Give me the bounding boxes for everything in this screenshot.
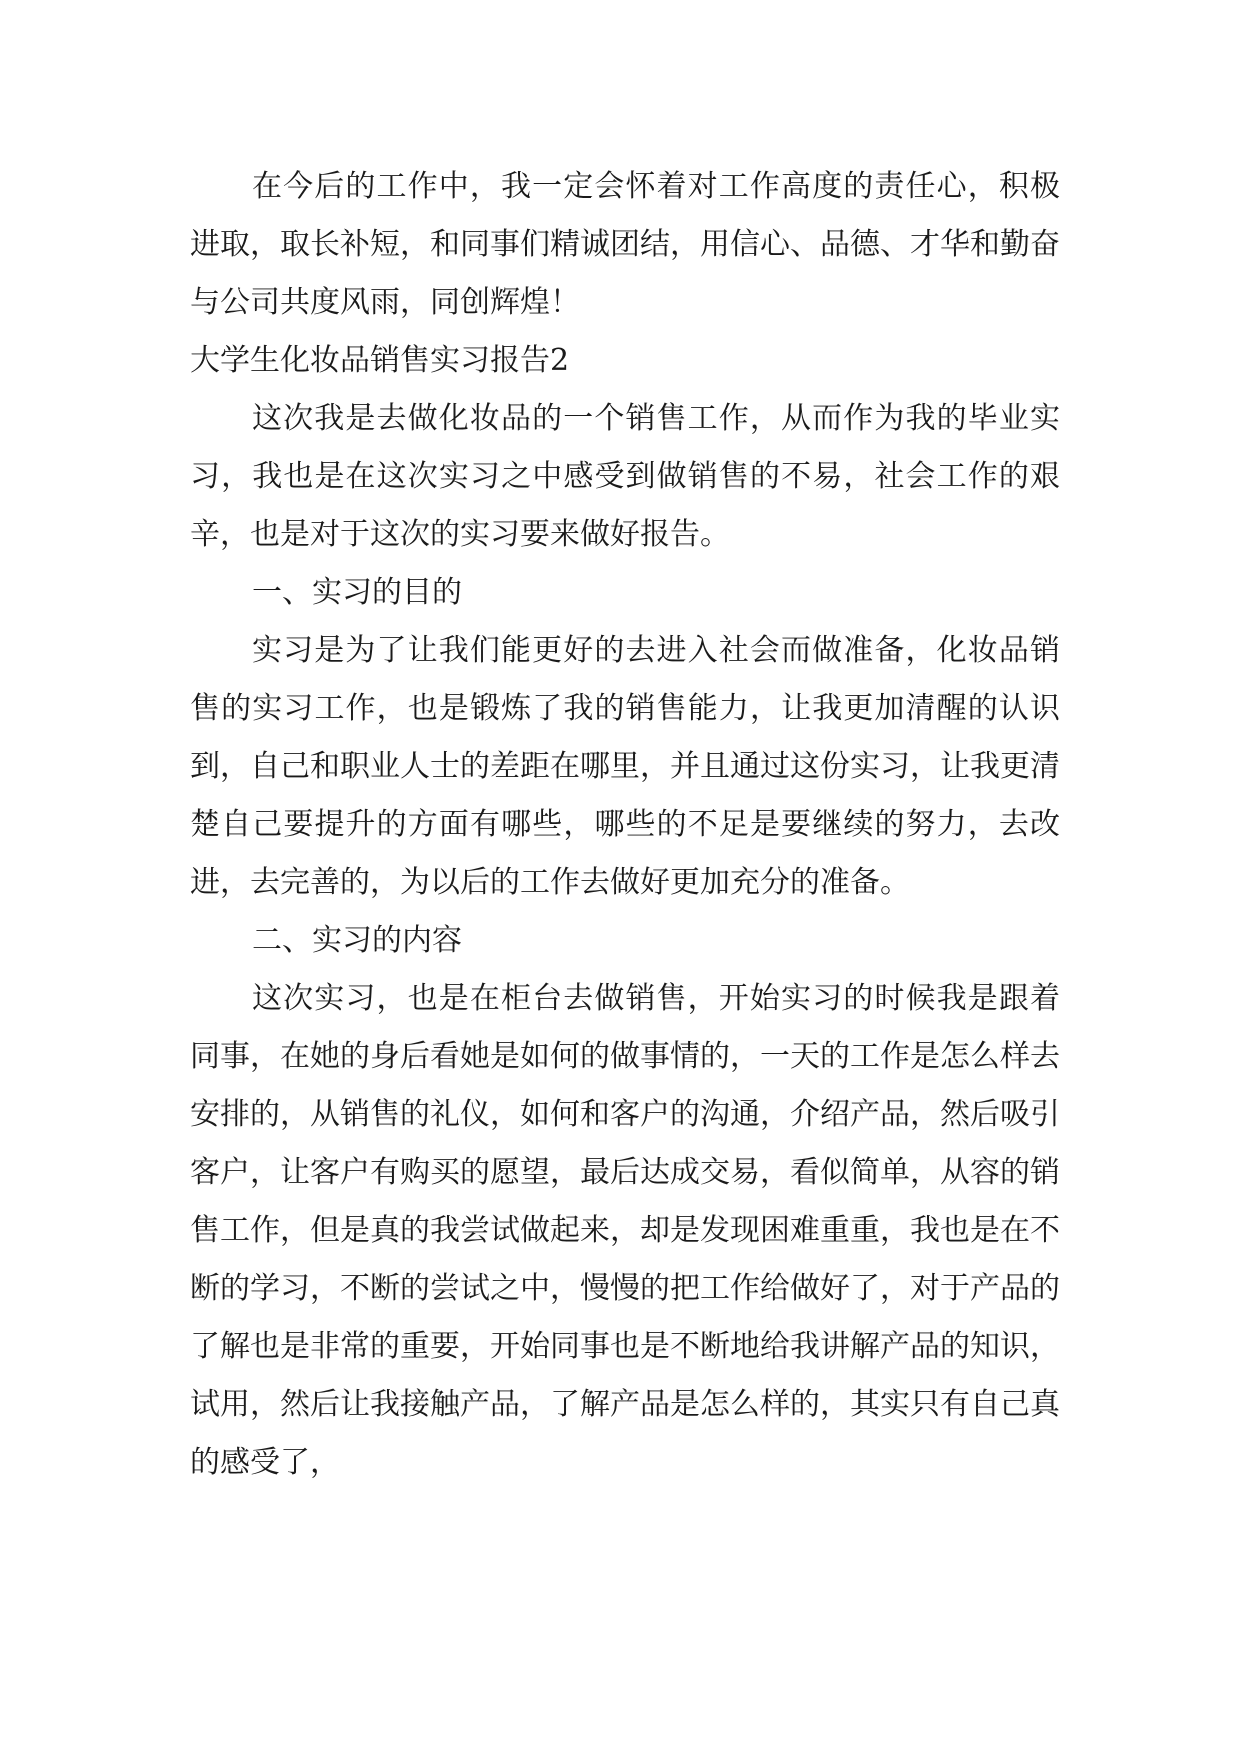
report-title: 大学生化妆品销售实习报告2 [190,343,570,378]
paragraph-purpose: 实习是为了让我们能更好的去进入社会而做准备，化妆品销售的实习工作，也是锻炼了我的销售能力，让我更加清醒的认识到，自己和职业人士的差距在哪里，并且通过这份实习，让我更清楚自己要提升的方面有哪些，哪些的不足是要继续的努力，去改进，去完善的，为以后的工作去做好更加充分的准备。 [190,633,1060,900]
paragraph-closing-commitment: 在今后的工作中，我一定会怀着对工作高度的责任心，积极进取，取长补短，和同事们精诚团结，用信心、品德、才华和勤奋与公司共度风雨，同创辉煌！ [190,169,1060,320]
document-body [190,158,1060,1492]
paragraph-content: 这次实习，也是在柜台去做销售，开始实习的时候我是跟着同事，在她的身后看她是如何的做事情的，一天的工作是怎么样去安排的，从销售的礼仪，如何和客户的沟通，介绍产品，然后吸引客户，让客户有购买的愿望，最后达成交易，看似简单，从容的销售工作，但是真的我尝试做起来，却是发现困难重重，我也是在不断的学习，不断的尝试之中，慢慢的把工作给做好了，对于产品的了解也是非常的重要，开始同事也是不断地给我讲解产品的知识，试用，然后让我接触产品，了解产品是怎么样的，其实只有自己真的感受了， [190,981,1060,1480]
paragraph-introduction: 这次我是去做化妆品的一个销售工作，从而作为我的毕业实习，我也是在这次实习之中感受到做销售的不易，社会工作的艰辛，也是对于这次的实习要来做好报告。 [190,401,1060,552]
section-heading-purpose: 一、实习的目的 [252,575,462,610]
section-heading-content: 二、实习的内容 [252,923,462,958]
